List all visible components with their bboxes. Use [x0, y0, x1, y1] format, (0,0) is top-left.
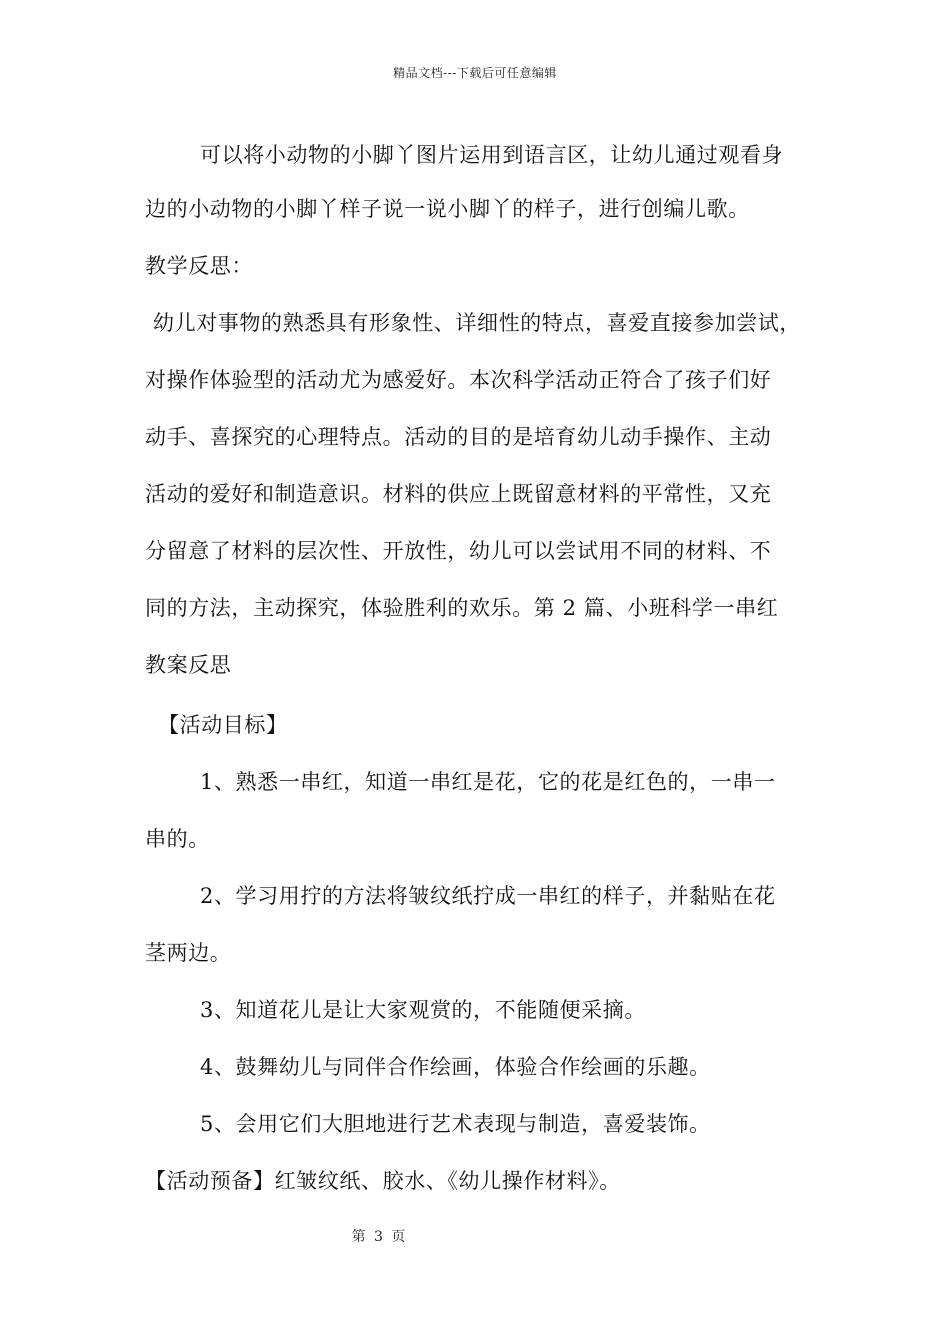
body-line-10: 教案反思 — [145, 653, 232, 677]
body-line-4: 幼儿对事物的熟悉具有形象性、详细性的特点，喜爱直接参加尝试， — [153, 311, 801, 335]
objective-2-line-1: 2、学习用拧的方法将皱纹纸拧成一串红的样子，并黏贴在花 — [200, 884, 776, 908]
section-preparation: 【活动预备】红皱纹纸、胶水、《幼儿操作材料》。 — [145, 1169, 621, 1193]
section-heading-objectives: 【活动目标】 — [158, 713, 288, 737]
objective-1-line-2: 串的。 — [145, 827, 210, 851]
page-header: 精品文档---下载后可任意编辑 — [393, 66, 557, 80]
section-heading-reflection: 教学反思： — [145, 254, 253, 278]
objective-2-line-2: 茎两边。 — [145, 941, 232, 965]
body-line-1: 可以将小动物的小脚丫图片运用到语言区，让幼儿通过观看身 — [200, 143, 784, 167]
objective-1-line-1: 1、熟悉一串红，知道一串红是花，它的花是红色的，一串一 — [200, 770, 776, 794]
page-number: 3 — [374, 1229, 383, 1245]
body-line-6: 动手、喜探究的心理特点。活动的目的是培育幼儿动手操作、主动 — [145, 425, 772, 449]
body-line-5: 对操作体验型的活动尤为感爱好。本次科学活动正符合了孩子们好 — [145, 368, 772, 392]
body-line-2: 边的小动物的小脚丫样子说一说小脚丫的样子，进行创编儿歌。 — [145, 197, 750, 221]
footer-prefix: 第 — [351, 1229, 366, 1245]
objective-5: 5、会用它们大胆地进行艺术表现与制造，喜爱装饰。 — [200, 1112, 711, 1136]
body-line-7: 活动的爱好和制造意识。材料的供应上既留意材料的平常性，又充 — [145, 482, 772, 506]
page-footer — [0, 1226, 757, 1246]
body-line-8: 分留意了材料的层次性、开放性，幼儿可以尝试用不同的材料、不 — [145, 539, 772, 563]
objective-4: 4、鼓舞幼儿与同伴合作绘画，体验合作绘画的乐趣。 — [200, 1055, 711, 1079]
body-line-9: 同的方法，主动探究，体验胜利的欢乐。第 2 篇、小班科学一串红 — [145, 596, 779, 620]
objective-3: 3、知道花儿是让大家观赏的，不能随便采摘。 — [200, 998, 646, 1022]
footer-suffix: 页 — [391, 1229, 406, 1245]
